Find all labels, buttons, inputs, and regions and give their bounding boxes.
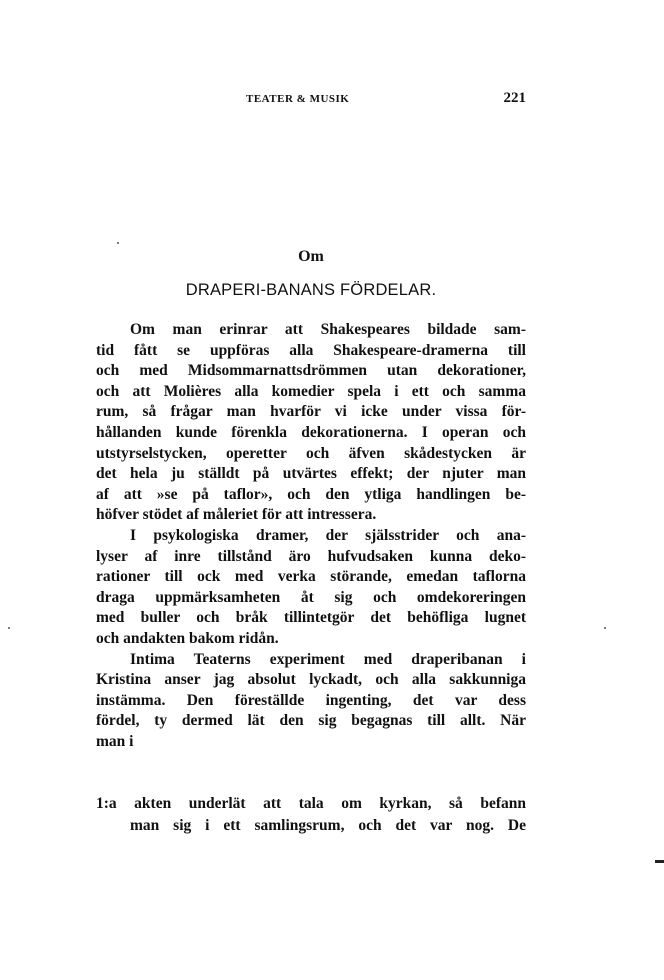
text-line: rum, så frågar man hvarför vi icke under vissa för- xyxy=(96,403,526,421)
scan-speck xyxy=(604,627,606,629)
text-line: och med Midsommarnattsdrömmen utan dekorationer, xyxy=(96,362,526,380)
text-line: I psykologiska dramer, der själsstrider och ana- xyxy=(130,526,526,544)
text-line: af att »se på taflor», och den ytliga handlingen be- xyxy=(96,485,526,503)
footnote xyxy=(96,793,526,837)
text-line: fördel, ty dermed lät den sig begagnas till allt. När xyxy=(96,712,526,730)
body-text xyxy=(96,320,526,752)
text-line: lyser af inre tillstånd äro hufvudsaken kunna deko- xyxy=(96,547,526,565)
page-edge-mark xyxy=(655,860,664,863)
text-line: höfver stödet af måleriet för att intressera. xyxy=(96,506,377,524)
text-line: draga uppmärksamheten åt sig och omdekoreringen xyxy=(96,588,526,606)
running-title: TEATER & MUSIK xyxy=(246,93,350,105)
text-line: instämma. Den föreställde ingenting, det var dess xyxy=(96,691,526,709)
text-line: det hela ju ställdt på utvärtes effekt; der njuter man xyxy=(96,465,526,483)
text-line: rationer till ock med verka störande, emedan taflorna xyxy=(96,568,526,586)
scan-speck xyxy=(8,627,10,629)
page-number: 221 xyxy=(503,90,526,106)
section-title: DRAPERI-BANANS FÖRDELAR. xyxy=(185,281,437,299)
text-line: Kristina anser jag absolut lyckadt, och alla sakkunniga xyxy=(96,671,526,689)
footnote-line: man sig i ett samlingsrum, och det var nog. De xyxy=(130,817,526,834)
text-line: med buller och bråk tillintetgör det behöfliga lugnet xyxy=(96,609,526,627)
text-line: och att Molières alla komedier spela i ett och samma xyxy=(96,382,526,400)
footnote-line: 1:a akten underlät att tala om kyrkan, så befann xyxy=(96,795,526,812)
text-line: utstyrselstycken, operetter och äfven skådestycken är xyxy=(96,444,526,462)
section-heading-om: Om xyxy=(298,248,324,265)
text-line: Om man erinrar att Shakespeares bildade sam- xyxy=(130,321,526,338)
text-line: Intima Teaterns experiment med draperibanan i xyxy=(130,650,526,668)
text-line: hållanden kunde förenkla dekorationerna. I operan och xyxy=(96,423,526,441)
text-line: man i xyxy=(96,732,134,750)
text-line: tid fått se uppföras alla Shakespeare-dramerna till xyxy=(96,341,526,359)
running-header xyxy=(96,90,526,109)
text-line: och andakten bakom ridån. xyxy=(96,629,279,647)
scan-speck xyxy=(117,242,119,244)
